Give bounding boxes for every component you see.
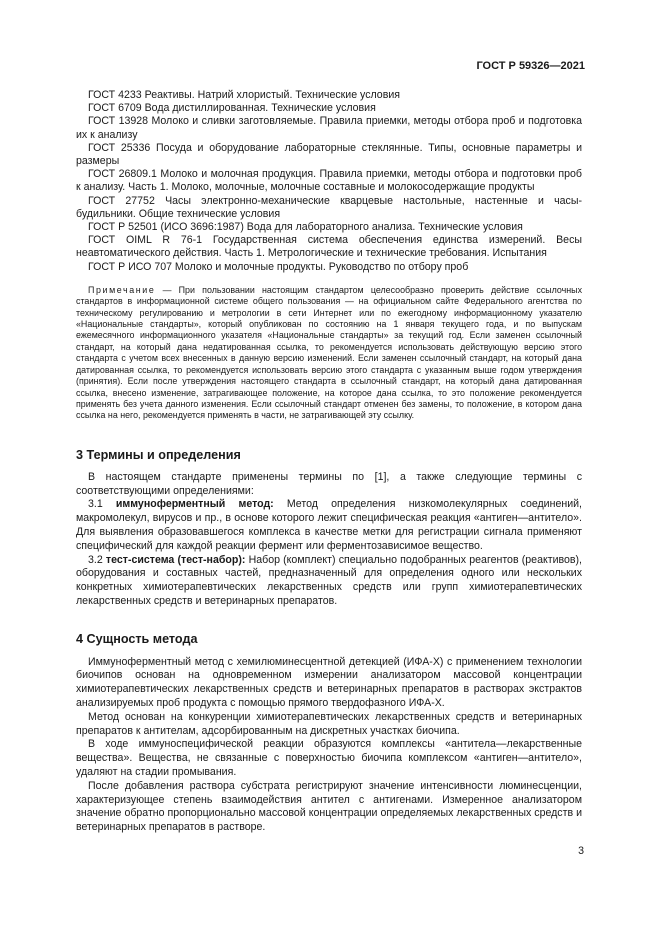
term-name: иммуноферментный метод: [115, 498, 274, 511]
term-text: Набор (комплект) специально подобранных реагентов (реактивов), оборудования и составных частей, предназначенный для определения одного или нескольких конкретных химиотерапевтических лекарственных средств или групп химиотерапевтических лекарственных средств и ветеринарных препаратов. [76, 553, 582, 607]
section-4-paragraph: В ходе иммуноспецифической реакции образуются комплексы «антитела—лекарственные вещества». Вещества, не связанные с поверхностью биочипа комплексом «антиген—антитело», удаляют на стадии промывания. [76, 738, 582, 779]
reference-item: ГОСТ 25336 Посуда и оборудование лабораторные стеклянные. Типы, основные параметры и размеры [76, 141, 582, 168]
normative-references-list [76, 89, 582, 274]
reference-item: ГОСТ Р ИСО 707 Молоко и молочные продукты. Руководство по отбору проб [88, 260, 469, 273]
note-text: — При пользовании настоящим стандартом целесообразно проверить действие ссылочных стандартов в информационной системе общего пользования — на официальном сайте Федерального агентства по техническому регулированию и метрологии в сети Интернет или по ежегодному информационному указателю «Национальные стандарты», который опубликован по состоянию на 1 января текущего года, и по выпускам ежемесячного информационного указателя «Национальные стандарты» за текущий год. Если заменен ссылочный стандарт, на который дана недатированная ссылка, то рекомендуется использовать действующую версию этого стандарта с учетом всех внесенных в данную версию изменений. Если заменен ссылочный стандарт, на который дана датированная ссылка, то рекомендуется использовать версию этого стандарта с указанным выше годом утверждения (принятия). Если после утверждения настоящего стандарта в ссылочный стандарт, на который дана датированная ссылка, внесено изменение, затрагивающее положение, на которое дана ссылка, то это положение рекомендуется применять без учета данного изменения. Если ссылочный стандарт отменен без замены, то положение, в котором дана ссылка на него, рекомендуется применять в части, не затрагивающей эту ссылку. [76, 284, 583, 421]
reference-item: ГОСТ 4233 Реактивы. Натрий хлористый. Технические условия [88, 89, 400, 101]
references-note [76, 285, 582, 422]
term-definition [76, 498, 582, 553]
term-text: Метод определения низкомолекулярных соединений, макромолекул, вирусов и пр., в основе которого лежит специфическая реакция «антиген—антитело». Для выявления образовавшегося комплекса в качестве метки для регистрации сигнала применяют специфический для каждой реакции фермент или ферментозависимое вещество. [76, 498, 582, 552]
section-4-paragraph: Метод основан на конкуренции химиотерапевтических лекарственных средств и ветеринарных препаратов к антителам, адсорбированным на дискретных участках биочипа. [76, 710, 582, 737]
document-id-header: ГОСТ Р 59326—2021 [476, 60, 585, 72]
reference-item: ГОСТ 27752 Часы электронно-механические кварцевые настольные, настенные и часы-будильники. Общие технические условия [76, 194, 582, 220]
page-number: 3 [578, 845, 584, 857]
reference-item: ГОСТ 6709 Вода дистиллированная. Технические условия [88, 102, 376, 115]
term-definition [76, 554, 582, 609]
term-number: 3.1 [88, 498, 103, 511]
section-4-paragraph: Иммуноферментный метод с хемилюминесцентной детекцией (ИФА-Х) с применением технологии биочипов основан на одновременном измерении анализатором массовой концентрации химиотерапевтических лекарственных средств и ветеринарных препаратов в растворах экстрактов анализируемых проб продукта с помощью прямого твердофазного ИФА-Х. [76, 655, 582, 710]
section-4-heading: 4 Сущность метода [76, 631, 198, 646]
page-content [76, 89, 582, 835]
section-4-paragraph: После добавления раствора субстрата регистрируют значение интенсивности люминесценции, характеризующее степень взаимодействия антител с антигенами. Измеренное анализатором значение обратно пропорционально массовой концентрации определяемых лекарственных средств и ветеринарных препаратов в растворе. [76, 779, 582, 834]
reference-item: ГОСТ OIML R 76-1 Государственная система обеспечения единства измерений. Весы неавтоматического действия. Часть 1. Метрологические и технические требования. Испытания [76, 234, 582, 260]
section-3-heading: 3 Термины и определения [76, 447, 241, 462]
section-3-intro: В настоящем стандарте применены термины по [1], а также следующие термины с соответствующими определениями: [76, 470, 582, 497]
reference-item: ГОСТ Р 52501 (ИСО 3696:1987) Вода для лабораторного анализа. Технические условия [88, 221, 523, 234]
term-name: тест-система (тест-набор): [105, 553, 246, 566]
note-paragraph [76, 285, 582, 422]
reference-item: ГОСТ 13928 Молоко и сливки заготовляемые. Правила приемки, методы отбора проб и подготовка их к анализу [76, 115, 582, 141]
term-number: 3.2 [88, 553, 103, 566]
note-label: Примечание [88, 284, 156, 295]
reference-item: ГОСТ 26809.1 Молоко и молочная продукция. Правила приемки, методы отбора и подготовки проб к анализу. Часть 1. Молоко, молочные, молочные составные и молокосодержащие продукты [76, 168, 582, 194]
